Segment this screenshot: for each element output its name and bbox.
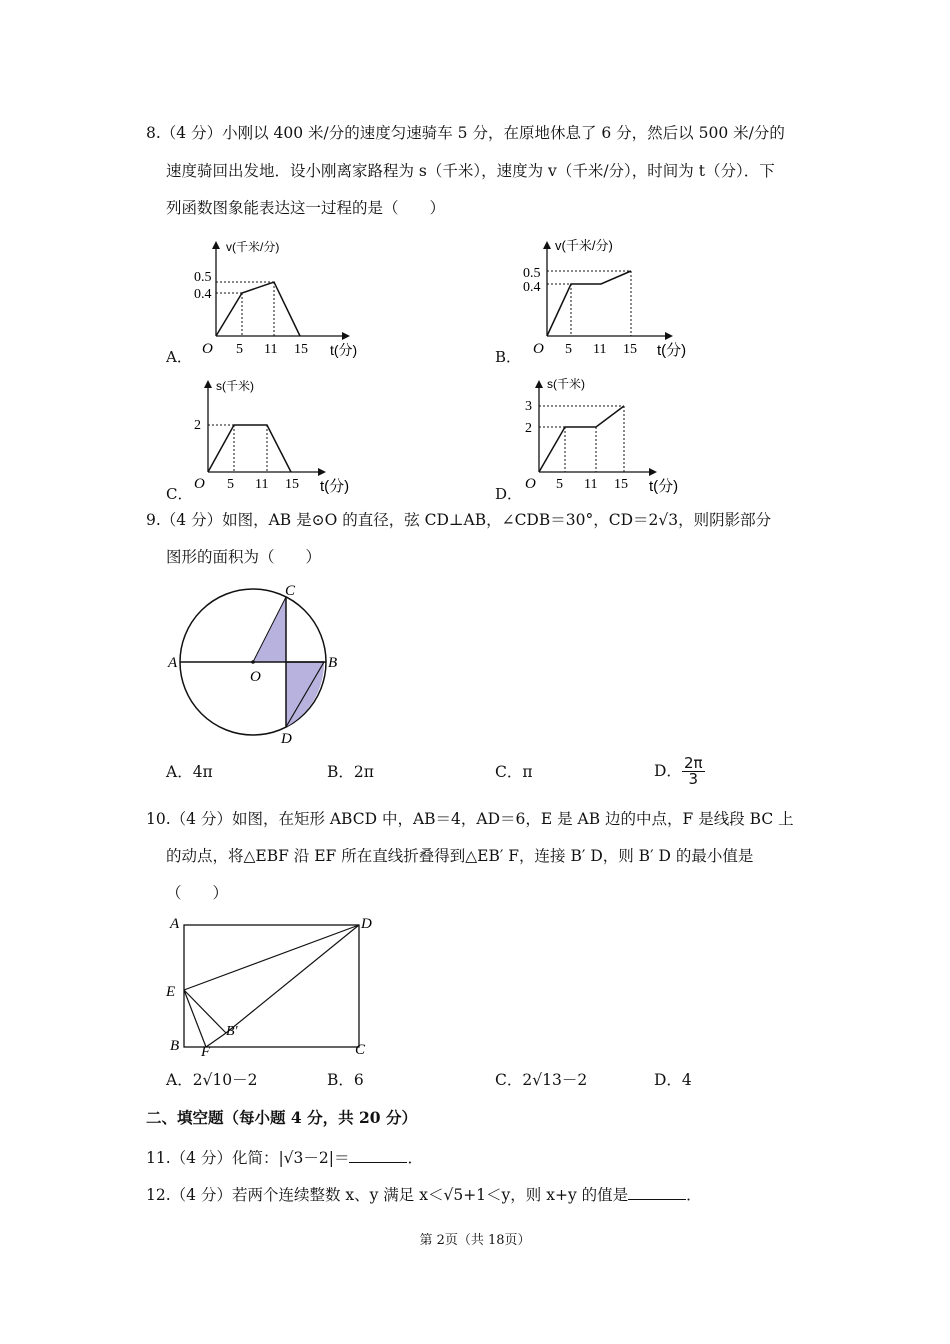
x-tick-15: 15 xyxy=(285,477,299,492)
q10-line1: 10.（4 分）如图，在矩形 ABCD 中，AB＝4，AD＝6，E 是 AB 边的中点，F 是线段 BC 上 xyxy=(146,810,794,828)
x-axis-label: t(分) xyxy=(320,478,350,495)
graph-b-line xyxy=(547,271,631,336)
x-tick-11: 11 xyxy=(584,477,598,492)
graph-a-line xyxy=(216,282,300,336)
y-axis-label: v(千米/分) xyxy=(226,240,280,254)
option-d-label: D． xyxy=(495,485,523,503)
q9-figure xyxy=(160,575,360,750)
graph-a xyxy=(166,236,396,371)
q9-line2: 图形的面积为（ ） xyxy=(166,548,322,566)
page-footer: 第 2页（共 18页） xyxy=(419,1233,531,1248)
y-tick-3: 3 xyxy=(525,399,532,414)
y-tick-2: 2 xyxy=(525,421,532,436)
x-axis-arrow xyxy=(342,332,350,340)
y-axis-arrow xyxy=(212,241,220,249)
label-c: C xyxy=(285,583,296,599)
fraction-denominator: 3 xyxy=(688,770,698,788)
q10-option-b[interactable]: B．6 xyxy=(327,1071,364,1089)
q11 xyxy=(146,1148,423,1167)
graph-d xyxy=(495,375,725,505)
x-tick-15: 15 xyxy=(614,477,628,492)
q10-option-c[interactable]: C．2√13－2 xyxy=(495,1071,588,1089)
y-tick-0.5: 0.5 xyxy=(523,266,541,281)
y-tick-0.4: 0.4 xyxy=(523,280,541,295)
q9-option-c[interactable]: C．π xyxy=(495,763,533,781)
x-tick-5: 5 xyxy=(565,342,572,357)
section-2-heading: 二、填空题（每小题 4 分，共 20 分） xyxy=(146,1108,417,1127)
q12-prefix: 12.（4 分）若两个连续整数 x、y 满足 x＜√5+1＜y，则 x+y 的值是 xyxy=(146,1186,629,1204)
label-b: B xyxy=(328,655,338,671)
q9-option-d[interactable] xyxy=(654,756,705,787)
y-axis-label: s(千米) xyxy=(216,379,254,393)
label-f: F xyxy=(201,1044,211,1060)
label-a: A xyxy=(170,916,180,932)
graph-b xyxy=(495,236,725,371)
origin: O xyxy=(194,476,205,492)
x-tick-15: 15 xyxy=(623,342,637,357)
q11-answer-blank[interactable] xyxy=(349,1148,407,1163)
y-tick-2: 2 xyxy=(194,418,201,433)
q11-suffix: ． xyxy=(407,1149,423,1167)
label-b: B xyxy=(170,1038,180,1054)
label-e: E xyxy=(166,984,176,1000)
y-tick-0.4: 0.4 xyxy=(194,287,212,302)
segment-ed xyxy=(184,925,359,990)
q10-option-d[interactable]: D．4 xyxy=(654,1071,692,1089)
q12-suffix: ． xyxy=(686,1186,702,1204)
y-axis-label: v(千米/分) xyxy=(555,238,613,253)
q10-figure xyxy=(160,908,390,1063)
origin: O xyxy=(525,476,536,492)
y-axis-arrow xyxy=(535,380,543,388)
x-tick-11: 11 xyxy=(255,477,269,492)
q12-answer-blank[interactable] xyxy=(628,1185,686,1200)
graph-d-line xyxy=(539,406,624,472)
label-c: C xyxy=(355,1042,366,1058)
origin: O xyxy=(202,341,213,357)
label-d: D xyxy=(281,731,292,747)
x-tick-5: 5 xyxy=(556,477,563,492)
q8-line2: 速度骑回出发地．设小刚离家路程为 s（千米），速度为 v（千米/分），时间为 t（分）．下 xyxy=(166,162,775,180)
x-tick-5: 5 xyxy=(236,342,243,357)
origin: O xyxy=(533,341,544,357)
q12 xyxy=(146,1185,702,1204)
x-axis-arrow xyxy=(665,332,673,340)
y-axis-arrow xyxy=(204,380,212,388)
q10-line2: 的动点，将△EBF 沿 EF 所在直线折叠得到△EB′ F，连接 B′ D，则 B′ D 的最小值是 xyxy=(166,847,754,865)
segment-eb-prime xyxy=(184,990,226,1033)
q11-prefix: 11.（4 分）化简：|√3－2|＝ xyxy=(146,1149,350,1167)
x-tick-11: 11 xyxy=(264,342,278,357)
segment-ef xyxy=(184,990,206,1047)
option-c-label: C． xyxy=(166,485,193,503)
x-axis-label: t(分) xyxy=(330,342,358,358)
fraction-2pi-over-3 xyxy=(682,756,705,787)
label-a: A xyxy=(168,655,178,671)
x-tick-5: 5 xyxy=(227,477,234,492)
q8-line3: 列函数图象能表达这一过程的是（ ） xyxy=(166,199,446,217)
shaded-region-upper xyxy=(253,597,286,662)
q9-option-d-prefix: D． xyxy=(654,761,682,780)
q9-option-a[interactable]: A．4π xyxy=(166,763,213,781)
option-a-label: A． xyxy=(166,348,192,366)
fraction-numerator: 2π xyxy=(683,754,703,772)
label-o: O xyxy=(250,669,261,685)
segment-b-prime-d xyxy=(226,925,359,1033)
x-tick-11: 11 xyxy=(593,342,607,357)
y-axis-arrow xyxy=(543,241,551,249)
q10-option-a[interactable]: A．2√10－2 xyxy=(166,1071,258,1089)
x-tick-15: 15 xyxy=(294,342,308,357)
graph-c xyxy=(166,375,396,505)
center-o xyxy=(251,660,255,664)
q9-option-b[interactable]: B．2π xyxy=(327,763,374,781)
x-axis-arrow xyxy=(649,468,657,476)
y-tick-0.5: 0.5 xyxy=(194,270,212,285)
x-axis-label: t(分) xyxy=(649,478,679,495)
q8-line1: 8.（4 分）小刚以 400 米/分的速度匀速骑车 5 分，在原地休息了 6 分，然后以 500 米/分的 xyxy=(146,124,785,142)
rectangle-abcd xyxy=(184,925,359,1047)
graph-c-line xyxy=(208,425,291,472)
x-axis-label: t(分) xyxy=(657,342,687,359)
label-d: D xyxy=(361,916,372,932)
q9-line1: 9.（4 分）如图，AB 是⊙O 的直径，弦 CD⊥AB，∠CDB＝30°，CD＝2√3，则阴影部分 xyxy=(146,511,772,529)
x-axis-arrow xyxy=(318,468,326,476)
q10-line3: （ ） xyxy=(166,884,229,902)
label-b-prime: B′ xyxy=(226,1024,238,1039)
y-axis-label: s(千米) xyxy=(547,377,585,391)
option-b-label: B． xyxy=(495,348,522,366)
